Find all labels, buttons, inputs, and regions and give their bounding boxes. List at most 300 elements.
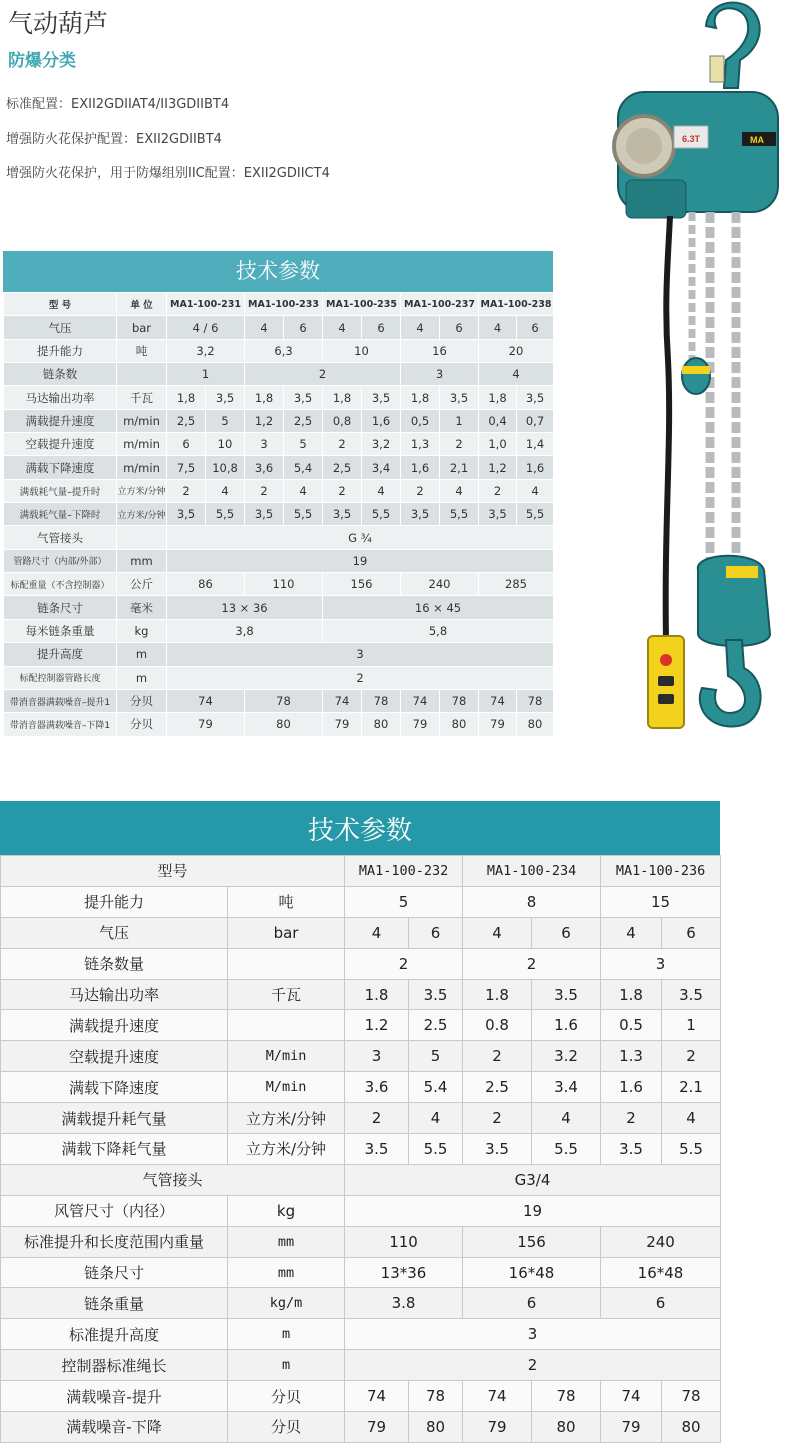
table1-cell: 0,4 (479, 409, 517, 432)
table2-cell: MA1-100-232 (345, 856, 463, 887)
table1-cell: 2 (323, 479, 362, 502)
table1-cell: 3,5 (245, 503, 284, 526)
table1-row-label: 气管接头 (4, 526, 117, 549)
valve-block (626, 180, 686, 218)
table2-row (1, 1164, 721, 1195)
table2-cell: 74 (601, 1381, 662, 1412)
table1-cell: 3,2 (167, 339, 245, 362)
table2-row (1, 1381, 721, 1412)
table1-row-label: 标配重量（不含控制器） (4, 573, 117, 596)
table1-cell: 1,4 (517, 433, 554, 456)
table2-row (1, 1010, 721, 1041)
page-title: 气动葫芦 (8, 9, 109, 38)
table2-cell: 5 (409, 1041, 463, 1072)
table2-cell: 0.5 (601, 1010, 662, 1041)
table2-cell: 74 (345, 1381, 409, 1412)
table1-row (4, 573, 554, 596)
table1-cell: 6 (284, 316, 323, 339)
table1-cell: m/min (117, 409, 167, 432)
table1-cell: 74 (167, 689, 245, 712)
table2-cell: 6 (601, 1288, 721, 1319)
table2-cell: 6 (662, 917, 721, 948)
table1-cell: 6 (167, 433, 206, 456)
table2-cell: 1.6 (532, 1010, 601, 1041)
table2-row-label: 满载下降速度 (1, 1072, 228, 1103)
table2-row-label: 链条尺寸 (1, 1257, 228, 1288)
table1-cell: 110 (245, 573, 323, 596)
table2-cell: 3.5 (345, 1134, 409, 1165)
table1-cell: 2 (167, 479, 206, 502)
table1-cell: 3,5 (440, 386, 479, 409)
table2-cell: 2 (662, 1041, 721, 1072)
table1-cell: 74 (401, 689, 440, 712)
table1-row-label: 管路尺寸（内部/外部） (4, 549, 117, 572)
table2-cell: 1.8 (345, 979, 409, 1010)
table1-cell: 78 (517, 689, 554, 712)
hook-latch-icon (710, 56, 724, 82)
table1-row (4, 619, 554, 642)
table1-cell: 13 × 36 (167, 596, 323, 619)
table1-cell: 3,5 (362, 386, 401, 409)
spec-table-2-title: 技术参数 (0, 801, 720, 855)
table1-cell: 4 (362, 479, 401, 502)
chain-stop-band (682, 366, 710, 374)
table1-cell: 4 (517, 479, 554, 502)
table1-cell: 1,8 (245, 386, 284, 409)
table2-row-label: 提升能力 (1, 886, 228, 917)
table1-cell: 2 (323, 433, 362, 456)
table1-cell: m (117, 643, 167, 666)
table1-cell: 10 (206, 433, 245, 456)
table1-cell: 6,3 (245, 339, 323, 362)
table1-cell: 2,1 (440, 456, 479, 479)
table2-row-label: 空载提升速度 (1, 1041, 228, 1072)
table2-cell: 6 (409, 917, 463, 948)
table1-cell: 5 (284, 433, 323, 456)
table1-row-label: 链条尺寸 (4, 596, 117, 619)
table1-cell: 2 (401, 479, 440, 502)
table2-cell: 19 (345, 1195, 721, 1226)
table1-cell: 3,5 (284, 386, 323, 409)
table1-cell: 3 (245, 433, 284, 456)
table1-header-cell: MA1-100-238 (479, 293, 554, 316)
table1-cell: 1,6 (401, 456, 440, 479)
table1-row-label: 满载提升速度 (4, 409, 117, 432)
table1-cell: 3,5 (323, 503, 362, 526)
table2-cell: 2.5 (463, 1072, 532, 1103)
table1-cell: 2,5 (284, 409, 323, 432)
spec-table-1-grid (3, 292, 554, 737)
table1-header-cell: MA1-100-233 (245, 293, 323, 316)
table1-cell: 2,5 (323, 456, 362, 479)
table1-cell: 公斤 (117, 573, 167, 596)
table2-cell: 80 (662, 1412, 721, 1443)
table1-cell: 74 (323, 689, 362, 712)
table1-row-label: 满载耗气量–下降时 (4, 503, 117, 526)
table1-cell: 4 (479, 316, 517, 339)
table2-cell: 4 (601, 917, 662, 948)
table2-cell: 2 (345, 1350, 721, 1381)
table1-row-label: 提升高度 (4, 643, 117, 666)
table1-cell: 3,4 (362, 456, 401, 479)
table1-row-label: 提升能力 (4, 339, 117, 362)
table1-row (4, 456, 554, 479)
table2-cell: kg/m (228, 1288, 345, 1319)
brand-label: MA (750, 135, 764, 145)
table1-row (4, 526, 554, 549)
table1-header-cell: MA1-100-235 (323, 293, 401, 316)
table1-cell: 立方米/分钟 (117, 479, 167, 502)
table2-cell: 3.5 (662, 979, 721, 1010)
table1-cell: 千瓦 (117, 386, 167, 409)
table2-row-label: 标准提升高度 (1, 1319, 228, 1350)
table2-row (1, 1412, 721, 1443)
table1-cell: 74 (479, 689, 517, 712)
table2-row (1, 1072, 721, 1103)
table1-cell: 1,0 (479, 433, 517, 456)
table2-cell: 2 (601, 1103, 662, 1134)
section-title: 防爆分类 (8, 51, 76, 71)
table1-cell: 156 (323, 573, 401, 596)
table1-header-cell: 型 号 (4, 293, 117, 316)
table1-cell: G ¾ (167, 526, 554, 549)
table1-cell: 5 (206, 409, 245, 432)
config-line-iic: 增强防火花保护，用于防爆组别IIC配置：EXII2GDIICT4 (6, 166, 330, 181)
table1-row-label: 每米链条重量 (4, 619, 117, 642)
table1-cell: m (117, 666, 167, 689)
table1-cell: 3,5 (167, 503, 206, 526)
table1-cell: 1,3 (401, 433, 440, 456)
table2-row-label: 控制器标准绳长 (1, 1350, 228, 1381)
table2-cell: 3 (601, 948, 721, 979)
table1-cell: 79 (167, 713, 245, 736)
table1-cell: 79 (401, 713, 440, 736)
table1-cell: 1 (167, 363, 245, 386)
table1-cell: 86 (167, 573, 245, 596)
table2-cell: 8 (463, 886, 601, 917)
config-line-standard: 标准配置：EXII2GDIIAT4/II3GDIIBT4 (6, 97, 230, 112)
table2-cell: MA1-100-234 (463, 856, 601, 887)
table2-cell: 5 (345, 886, 463, 917)
table2-cell: 分贝 (228, 1381, 345, 1412)
table1-row-label: 带消音器满载噪音–下降1 (4, 713, 117, 736)
bottom-block-band (726, 566, 758, 578)
table2-cell: 3.5 (463, 1134, 532, 1165)
spec-table-2 (0, 801, 720, 1443)
table2-cell: mm (228, 1226, 345, 1257)
table2-row (1, 886, 721, 917)
table1-cell: 1,8 (167, 386, 206, 409)
table2-row (1, 1134, 721, 1165)
table2-row (1, 1319, 721, 1350)
table1-row-label: 空载提升速度 (4, 433, 117, 456)
bottom-hook-icon (700, 640, 761, 726)
table1-cell: 285 (479, 573, 554, 596)
table2-cell: 80 (409, 1412, 463, 1443)
table2-cell: 3.2 (532, 1041, 601, 1072)
table1-row (4, 316, 554, 339)
table1-cell: 4 (479, 363, 554, 386)
down-button-icon (658, 694, 674, 704)
table1-header-cell: MA1-100-237 (401, 293, 479, 316)
table2-cell (228, 1010, 345, 1041)
table1-cell: 2 (479, 479, 517, 502)
config-line-enhanced: 增强防火花保护配置：EXII2GDIIBT4 (6, 132, 222, 147)
table1-cell: 3,6 (245, 456, 284, 479)
air-hose (666, 216, 670, 640)
table1-cell: 3,8 (167, 619, 323, 642)
table2-cell: 3.8 (345, 1288, 463, 1319)
table1-cell: 2,5 (167, 409, 206, 432)
table2-row-label: 链条数量 (1, 948, 228, 979)
table2-row (1, 917, 721, 948)
table2-cell: 3.5 (532, 979, 601, 1010)
table2-cell: bar (228, 917, 345, 948)
table1-cell: 5,5 (362, 503, 401, 526)
table1-row-label: 链条数 (4, 363, 117, 386)
table2-cell: 5.5 (532, 1134, 601, 1165)
table1-cell: 80 (440, 713, 479, 736)
spec-table-1 (3, 251, 553, 737)
table2-cell: 13*36 (345, 1257, 463, 1288)
table2-cell: kg (228, 1195, 345, 1226)
table1-cell: 4 (440, 479, 479, 502)
motor-cover-inner (626, 128, 662, 164)
table2-cell: M/min (228, 1072, 345, 1103)
table2-row (1, 948, 721, 979)
table2-cell: 吨 (228, 886, 345, 917)
table2-cell: 3.4 (532, 1072, 601, 1103)
table2-cell: 2.5 (409, 1010, 463, 1041)
table1-row (4, 666, 554, 689)
table2-row-label: 满载下降耗气量 (1, 1134, 228, 1165)
table2-cell: 2 (463, 1103, 532, 1134)
table1-cell: 4 (284, 479, 323, 502)
table1-cell: 1 (440, 409, 479, 432)
table1-row-label: 标配控制器管路长度 (4, 666, 117, 689)
table2-row (1, 1041, 721, 1072)
table1-row (4, 479, 554, 502)
table1-cell: 3,5 (206, 386, 245, 409)
table2-cell: 立方米/分钟 (228, 1134, 345, 1165)
table1-cell: 0,8 (323, 409, 362, 432)
table2-row (1, 1195, 721, 1226)
table1-row-label: 满载耗气量–提升时 (4, 479, 117, 502)
table2-cell: m (228, 1350, 345, 1381)
table1-cell: 3,2 (362, 433, 401, 456)
table2-row-label: 满载噪音-提升 (1, 1381, 228, 1412)
table2-cell: mm (228, 1257, 345, 1288)
table1-cell: mm (117, 549, 167, 572)
table2-cell (228, 948, 345, 979)
table2-cell: 2 (463, 948, 601, 979)
table1-row-label: 带消音器满载噪音–提升1 (4, 689, 117, 712)
table2-cell: 分贝 (228, 1412, 345, 1443)
table2-cell: 4 (662, 1103, 721, 1134)
air-hoist-photo (598, 0, 798, 750)
up-button-icon (658, 676, 674, 686)
table1-cell: 1,2 (245, 409, 284, 432)
table1-row (4, 643, 554, 666)
table2-cell: 2.1 (662, 1072, 721, 1103)
table2-row-label: 满载提升耗气量 (1, 1103, 228, 1134)
table1-cell: 5,5 (284, 503, 323, 526)
table1-row (4, 713, 554, 736)
table2-row (1, 856, 721, 887)
table1-cell: 5,5 (517, 503, 554, 526)
table1-cell: 1,6 (362, 409, 401, 432)
table1-cell: 78 (362, 689, 401, 712)
table1-cell (117, 526, 167, 549)
table1-cell: 10,8 (206, 456, 245, 479)
table1-cell: 16 × 45 (323, 596, 554, 619)
table2-cell: 2 (345, 1103, 409, 1134)
table2-row-label: 型号 (1, 856, 345, 887)
table1-cell: 0,5 (401, 409, 440, 432)
table1-row (4, 409, 554, 432)
table2-cell: 5.5 (662, 1134, 721, 1165)
table2-cell: 110 (345, 1226, 463, 1257)
table2-row (1, 1350, 721, 1381)
table2-row (1, 1288, 721, 1319)
table1-cell: 5,4 (284, 456, 323, 479)
table2-cell: 78 (532, 1381, 601, 1412)
table1-cell: 79 (323, 713, 362, 736)
table2-row-label: 风管尺寸（内径） (1, 1195, 228, 1226)
table1-row (4, 596, 554, 619)
table2-cell: 16*48 (463, 1257, 601, 1288)
table2-row-label: 马达输出功率 (1, 979, 228, 1010)
table1-row (4, 363, 554, 386)
table2-cell: 6 (532, 917, 601, 948)
table1-cell: 80 (245, 713, 323, 736)
table1-cell: 80 (362, 713, 401, 736)
table2-cell: 1.8 (601, 979, 662, 1010)
table1-cell: 20 (479, 339, 554, 362)
table1-cell: 1,2 (479, 456, 517, 479)
table2-cell: G3/4 (345, 1164, 721, 1195)
table1-cell: 1,8 (479, 386, 517, 409)
table1-cell: 1,6 (517, 456, 554, 479)
table1-cell: 10 (323, 339, 401, 362)
table1-cell: 3,5 (517, 386, 554, 409)
table2-cell: 79 (463, 1412, 532, 1443)
table1-cell: 3 (167, 643, 554, 666)
table1-row (4, 549, 554, 572)
table1-cell: 立方米/分钟 (117, 503, 167, 526)
table1-cell: kg (117, 619, 167, 642)
table1-row-label: 满载下降速度 (4, 456, 117, 479)
table2-row-label: 满载噪音-下降 (1, 1412, 228, 1443)
table1-cell: 2 (245, 363, 401, 386)
table2-cell: 240 (601, 1226, 721, 1257)
table1-cell: 78 (245, 689, 323, 712)
table2-cell: 5.4 (409, 1072, 463, 1103)
table2-row (1, 1257, 721, 1288)
table1-cell: 4 / 6 (167, 316, 245, 339)
table1-cell: m/min (117, 433, 167, 456)
table2-row-label: 气压 (1, 917, 228, 948)
capacity-label: 6.3T (681, 134, 701, 144)
table1-cell: 4 (401, 316, 440, 339)
table1-cell: 0,7 (517, 409, 554, 432)
table1-cell: 4 (323, 316, 362, 339)
table1-cell: 6 (517, 316, 554, 339)
table2-cell: 3 (345, 1319, 721, 1350)
table2-cell: 79 (345, 1412, 409, 1443)
spec-table-1-title: 技术参数 (3, 251, 553, 292)
table1-header-cell: 单 位 (117, 293, 167, 316)
table2-cell: 2 (345, 948, 463, 979)
table1-cell: 79 (479, 713, 517, 736)
table1-cell: 1,8 (323, 386, 362, 409)
table1-cell: 吨 (117, 339, 167, 362)
table1-cell: 4 (245, 316, 284, 339)
table2-cell: M/min (228, 1041, 345, 1072)
table1-cell: 78 (440, 689, 479, 712)
table2-cell: 1.8 (463, 979, 532, 1010)
table1-cell (117, 363, 167, 386)
emergency-stop-icon (660, 654, 672, 666)
table1-cell: 4 (206, 479, 245, 502)
table2-cell: 78 (409, 1381, 463, 1412)
table1-row (4, 503, 554, 526)
table1-cell: 分贝 (117, 713, 167, 736)
table1-row-label: 气压 (4, 316, 117, 339)
table1-cell: 19 (167, 549, 554, 572)
table1-cell: 毫米 (117, 596, 167, 619)
table2-row-label: 链条重量 (1, 1288, 228, 1319)
table1-cell: 3 (401, 363, 479, 386)
table1-cell: 分贝 (117, 689, 167, 712)
table2-row (1, 979, 721, 1010)
table2-row (1, 1103, 721, 1134)
table2-cell: 4 (463, 917, 532, 948)
table2-cell: MA1-100-236 (601, 856, 721, 887)
table2-cell: 2 (463, 1041, 532, 1072)
header (8, 6, 598, 74)
table1-cell: 2 (167, 666, 554, 689)
table2-cell: 3 (345, 1041, 409, 1072)
table2-cell: 1.6 (601, 1072, 662, 1103)
table2-cell: 80 (532, 1412, 601, 1443)
table2-cell: 1 (662, 1010, 721, 1041)
table1-cell: 5,5 (440, 503, 479, 526)
table2-cell: 78 (662, 1381, 721, 1412)
table1-row (4, 386, 554, 409)
table1-header-cell: MA1-100-231 (167, 293, 245, 316)
table1-cell: 3,5 (479, 503, 517, 526)
table1-cell: bar (117, 316, 167, 339)
table2-cell: 千瓦 (228, 979, 345, 1010)
table2-cell: 79 (601, 1412, 662, 1443)
table1-cell: 16 (401, 339, 479, 362)
table2-cell: 4 (409, 1103, 463, 1134)
table1-cell: 1,8 (401, 386, 440, 409)
table1-cell: 5,5 (206, 503, 245, 526)
table1-cell: 2 (440, 433, 479, 456)
table1-cell: 240 (401, 573, 479, 596)
spec-table-2-grid (0, 855, 721, 1443)
table1-row-label: 马达输出功率 (4, 386, 117, 409)
table2-cell: m (228, 1319, 345, 1350)
table2-row (1, 1226, 721, 1257)
table2-cell: 6 (463, 1288, 601, 1319)
table1-cell: 6 (440, 316, 479, 339)
table2-cell: 1.3 (601, 1041, 662, 1072)
table2-cell: 3.5 (601, 1134, 662, 1165)
table2-cell: 4 (345, 917, 409, 948)
